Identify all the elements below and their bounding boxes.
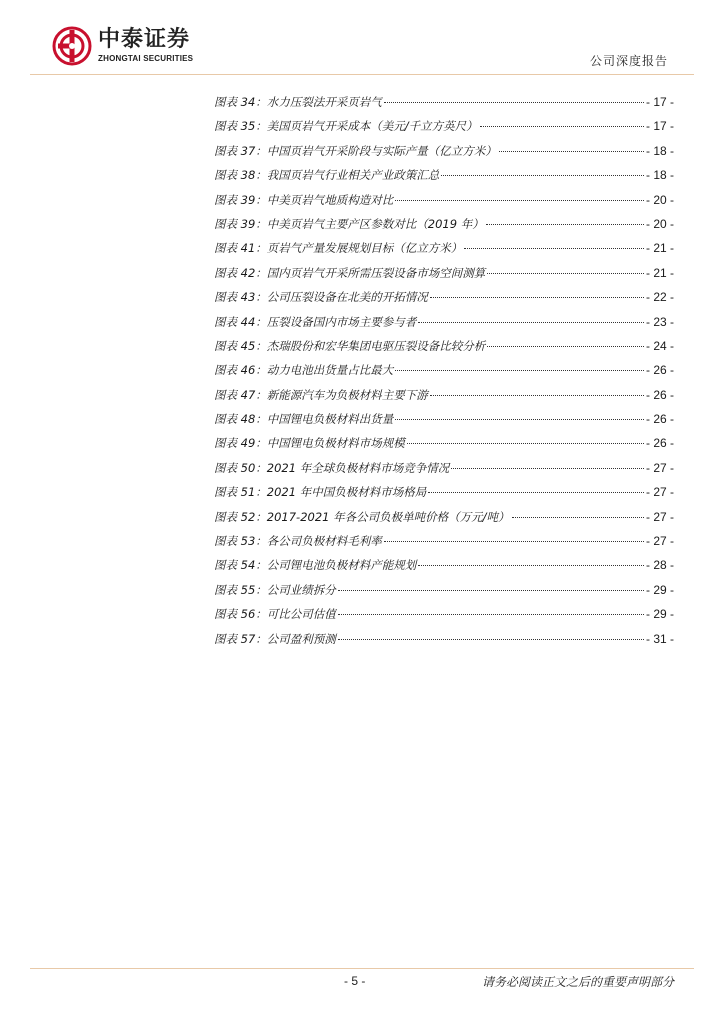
toc-dot-leader <box>487 273 644 274</box>
toc-entry-page: - 26 - <box>645 436 674 451</box>
toc-entry-page: - 27 - <box>645 485 674 500</box>
toc-entry-label: 图表 38：我国页岩气行业相关产业政策汇总 <box>214 168 440 183</box>
toc-entry-page: - 20 - <box>645 216 674 231</box>
toc-entry[interactable] <box>214 238 674 262</box>
toc-entry[interactable] <box>214 165 674 189</box>
toc-entry[interactable] <box>214 629 674 653</box>
toc-dot-leader <box>418 322 644 323</box>
toc-entry[interactable] <box>214 507 674 531</box>
logo-english-name: ZHONGTAI SECURITIES <box>98 54 194 63</box>
toc-entry-page: - 29 - <box>645 607 674 622</box>
toc-entry-page: - 21 - <box>645 265 674 280</box>
toc-entry-label: 图表 41：页岩气产量发展规划目标（亿立方米） <box>214 241 463 256</box>
toc-entry-label: 图表 42：国内页岩气开采所需压裂设备市场空间测算 <box>214 265 486 280</box>
toc-entry[interactable] <box>214 433 674 457</box>
toc-entry-label: 图表 50：2021 年全球负极材料市场竞争情况 <box>214 460 450 475</box>
toc-entry-page: - 31 - <box>645 631 674 646</box>
zhongtai-logo-icon <box>52 26 92 66</box>
toc-dot-leader <box>464 248 644 249</box>
toc-entry-page: - 27 - <box>645 509 674 524</box>
toc-entry-label: 图表 35：美国页岩气开采成本（美元/千立方英尺） <box>214 119 478 134</box>
toc-dot-leader <box>499 151 644 152</box>
toc-entry-page: - 28 - <box>645 558 674 573</box>
toc-dot-leader <box>451 468 644 469</box>
toc-entry-page: - 27 - <box>645 534 674 549</box>
toc-entry-label: 图表 52：2017-2021 年各公司负极单吨价格（万元/吨） <box>214 509 510 524</box>
toc-entry-page: - 23 - <box>645 314 674 329</box>
toc-dot-leader <box>384 541 644 542</box>
toc-entry[interactable] <box>214 360 674 384</box>
toc-entry-label: 图表 37：中国页岩气开采阶段与实际产量（亿立方米） <box>214 143 497 158</box>
toc-entry[interactable] <box>214 336 674 360</box>
toc-entry-label: 图表 54：公司锂电池负极材料产能规划 <box>214 558 417 573</box>
toc-entry[interactable] <box>214 214 674 238</box>
toc-entry[interactable] <box>214 531 674 555</box>
toc-entry-label: 图表 39：中美页岩气主要产区参数对比（2019 年） <box>214 216 484 231</box>
toc-entry-label: 图表 49：中国锂电负极材料市场规模 <box>214 436 405 451</box>
page-number: - 5 - <box>344 974 366 988</box>
toc-dot-leader <box>430 395 644 396</box>
toc-entry-page: - 26 - <box>645 363 674 378</box>
toc-entry-label: 图表 45：杰瑞股份和宏华集团电驱压裂设备比较分析 <box>214 338 486 353</box>
toc-dot-leader <box>430 297 644 298</box>
toc-dot-leader <box>395 200 644 201</box>
toc-entry[interactable] <box>214 458 674 482</box>
toc-entry-page: - 24 - <box>645 338 674 353</box>
toc-entry[interactable] <box>214 580 674 604</box>
footer-divider <box>30 968 694 969</box>
toc-entry[interactable] <box>214 116 674 140</box>
toc-entry-label: 图表 43：公司压裂设备在北美的开拓情况 <box>214 290 428 305</box>
toc-dot-leader <box>486 224 644 225</box>
toc-entry-page: - 17 - <box>645 119 674 134</box>
logo-chinese-name: 中泰证券 <box>98 27 191 52</box>
toc-entry-page: - 18 - <box>645 168 674 183</box>
toc-dot-leader <box>384 102 644 103</box>
toc-entry-label: 图表 56：可比公司估值 <box>214 607 336 622</box>
toc-entry-page: - 17 - <box>645 95 674 109</box>
toc-entry[interactable] <box>214 312 674 336</box>
toc-entry-label: 图表 51：2021 年中国负极材料市场格局 <box>214 485 427 500</box>
toc-entry-label: 图表 57：公司盈利预测 <box>214 631 336 646</box>
toc-dot-leader <box>441 175 644 176</box>
toc-entry-label: 图表 55：公司业绩拆分 <box>214 582 336 597</box>
toc-entry[interactable] <box>214 141 674 165</box>
toc-entry-page: - 20 - <box>645 192 674 207</box>
toc-entry[interactable] <box>214 92 674 116</box>
toc-dot-leader <box>395 419 644 420</box>
toc-entry-page: - 29 - <box>645 582 674 597</box>
toc-dot-leader <box>338 614 644 615</box>
toc-entry-page: - 26 - <box>645 412 674 427</box>
toc-entry[interactable] <box>214 287 674 311</box>
toc-entry-page: - 26 - <box>645 387 674 402</box>
toc-dot-leader <box>338 590 644 591</box>
report-type: 公司深度报告 <box>589 54 668 68</box>
toc-entry[interactable] <box>214 409 674 433</box>
company-logo <box>52 26 193 66</box>
figure-list <box>214 92 674 653</box>
toc-entry-label: 图表 39：中美页岩气地质构造对比 <box>214 192 394 207</box>
toc-entry[interactable] <box>214 555 674 579</box>
toc-entry[interactable] <box>214 482 674 506</box>
toc-dot-leader <box>428 492 644 493</box>
toc-entry-label: 图表 46：动力电池出货量占比最大 <box>214 363 394 378</box>
toc-entry-page: - 27 - <box>645 460 674 475</box>
disclaimer-text: 请务必阅读正文之后的重要声明部分 <box>481 975 674 989</box>
toc-entry[interactable] <box>214 604 674 628</box>
header-divider <box>30 74 694 75</box>
toc-entry-page: - 21 - <box>645 241 674 256</box>
toc-entry[interactable] <box>214 190 674 214</box>
toc-entry[interactable] <box>214 385 674 409</box>
toc-entry-label: 图表 44：压裂设备国内市场主要参与者 <box>214 314 417 329</box>
toc-entry-page: - 22 - <box>645 290 674 305</box>
toc-dot-leader <box>395 370 644 371</box>
toc-entry-label: 图表 53：各公司负极材料毛利率 <box>214 534 382 549</box>
toc-dot-leader <box>338 639 644 640</box>
toc-entry-label: 图表 34：水力压裂法开采页岩气 <box>214 95 382 109</box>
toc-dot-leader <box>487 346 644 347</box>
toc-dot-leader <box>418 565 644 566</box>
toc-entry-label: 图表 48：中国锂电负极材料出货量 <box>214 412 394 427</box>
toc-dot-leader <box>512 517 644 518</box>
toc-entry-page: - 18 - <box>645 143 674 158</box>
toc-entry[interactable] <box>214 263 674 287</box>
page-header <box>0 0 724 80</box>
toc-dot-leader <box>480 126 644 127</box>
toc-entry-label: 图表 47：新能源汽车为负极材料主要下游 <box>214 387 428 402</box>
toc-dot-leader <box>407 443 644 444</box>
